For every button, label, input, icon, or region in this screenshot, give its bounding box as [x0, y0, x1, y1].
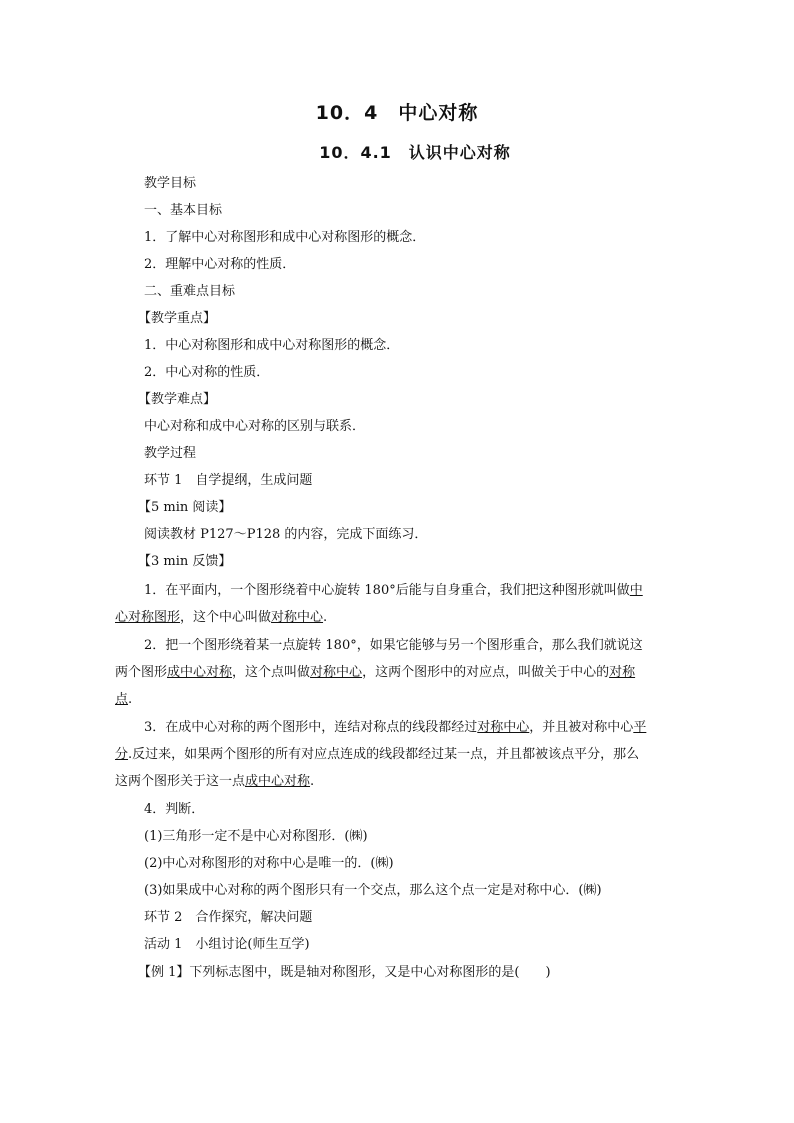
answer-blank: 对称中心 [271, 610, 324, 625]
text-line: 【5 min 阅读】 [138, 500, 232, 515]
paragraph-2-line-3 [115, 691, 132, 709]
answer-blank: 平 [633, 720, 647, 735]
text-line: 【教学难点】 [138, 392, 217, 407]
text-line: (1)三角形一定不是中心对称图形．(㈱) [144, 829, 368, 844]
answer-blank: 心对称图形 [115, 610, 181, 625]
text-run: 2．把一个图形绕着某一点旋转 180°，如果它能够与另一个图形重合，那么我们就说这 [144, 638, 643, 653]
text-run: ，这两个图形中的对应点，叫做关于中心的 [362, 665, 610, 680]
paragraph-3-line-1 [144, 719, 646, 737]
answer-blank: 成中心对称 [245, 774, 311, 789]
text-line: 【3 min 反馈】 [138, 554, 232, 569]
text-line: 一、基本目标 [144, 203, 223, 218]
answer-blank: 成中心对称 [167, 665, 233, 680]
text-run: ，这个中心叫做 [180, 610, 272, 625]
text-run: ，这个点叫做 [232, 665, 311, 680]
answer-blank: 中 [629, 583, 643, 598]
paragraph-1-line-2 [115, 609, 327, 627]
text-line: 中心对称和成中心对称的区别与联系． [144, 419, 366, 434]
text-line: 环节 1 自学提纲，生成问题 [144, 473, 313, 488]
text-run: 两个图形 [115, 665, 168, 680]
text-run: . [310, 774, 315, 789]
paragraph-2-line-2 [115, 664, 635, 682]
text-line: 二、重难点目标 [144, 284, 236, 299]
text-run: 3．在成中心对称的两个图形中，连结对称点的线段都经过 [144, 720, 478, 735]
text-line: 教学过程 [144, 446, 197, 461]
text-run: ，并且被对称中心 [529, 720, 634, 735]
text-line: (3)如果成中心对称的两个图形只有一个交点，那么这个点一定是对称中心．(㈱) [144, 883, 602, 898]
answer-blank: 对称中心 [310, 665, 363, 680]
text-run: 这两个图形关于这一点 [115, 774, 246, 789]
doc-subtitle: 10．4.1 认识中心对称 [319, 143, 511, 162]
text-line: 1．了解中心对称图形和成中心对称图形的概念． [144, 230, 426, 245]
answer-blank: 点 [115, 692, 129, 707]
answer-blank: 分 [115, 747, 129, 762]
text-line: 环节 2 合作探究，解决问题 [144, 910, 313, 925]
text-line: 2．中心对称的性质． [144, 365, 270, 380]
text-run: .反过来，如果两个图形的所有对应点连成的线段都经过某一点，并且都被该点平分，那么 [128, 747, 640, 762]
text-line: 【教学重点】 [138, 311, 217, 326]
text-line: 活动 1 小组讨论(师生互学) [144, 937, 310, 952]
text-line: 1．中心对称图形和成中心对称图形的概念． [144, 338, 400, 353]
answer-blank: 对称 [609, 665, 636, 680]
text-line: 4．判断． [144, 802, 205, 817]
text-run: . [323, 610, 328, 625]
paragraph-2-line-1 [144, 637, 643, 655]
text-run: 1．在平面内，一个图形绕着中心旋转 180°后能与自身重合，我们把这种图形就叫做 [144, 583, 630, 598]
text-line: (2)中心对称图形的对称中心是唯一的．(㈱) [144, 856, 394, 871]
answer-blank: 对称中心 [477, 720, 530, 735]
paragraph-1-line-1 [144, 582, 643, 600]
text-line: 阅读教材 P127～P128 的内容，完成下面练习． [144, 527, 428, 542]
text-line: 2．理解中心对称的性质． [144, 257, 296, 272]
example-question: 【例 1】下列标志图中，既是轴对称图形，又是中心对称图形的是( ) [138, 965, 551, 980]
doc-title: 10．4 中心对称 [315, 102, 479, 124]
paragraph-3-line-2 [115, 746, 639, 764]
paragraph-3-line-3 [115, 773, 314, 791]
text-line: 教学目标 [144, 176, 197, 191]
text-run: . [128, 692, 133, 707]
